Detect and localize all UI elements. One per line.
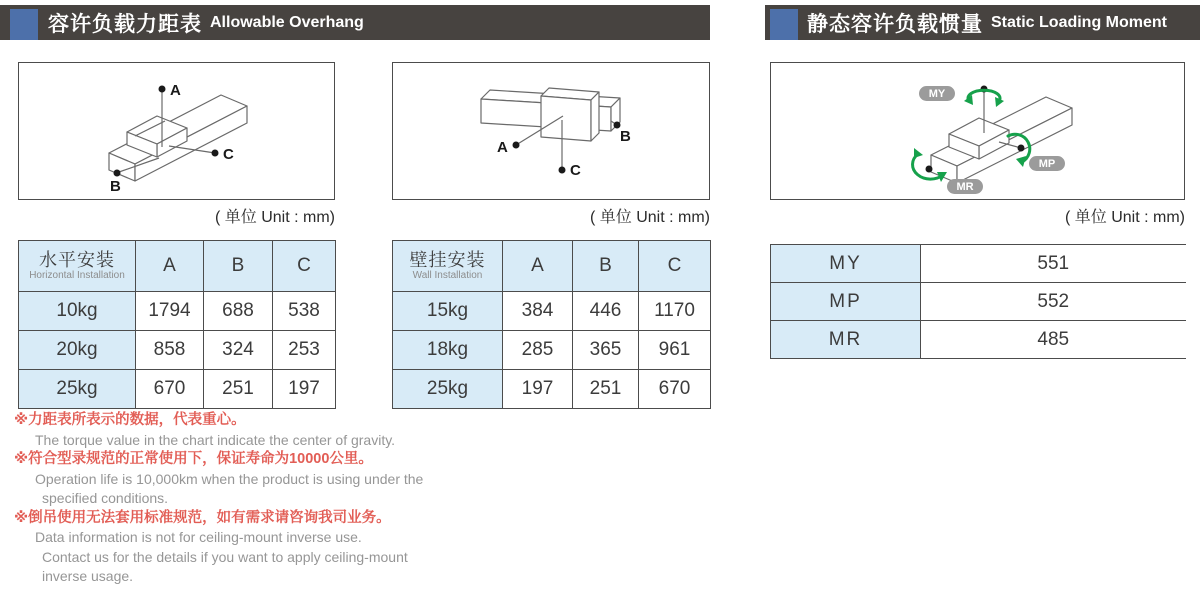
point-c-dot [212, 150, 219, 157]
table-row [393, 292, 711, 331]
moment-value-cell: 552 [921, 283, 1186, 321]
point-b-label: B [620, 128, 631, 145]
header-zh: 壁挂安装 [409, 250, 486, 270]
value-cell: 197 [273, 370, 336, 409]
note-en: The torque value in the chart indicate the center of gravity. [35, 431, 396, 448]
accent-square-icon [10, 9, 38, 40]
value-cell: 251 [204, 370, 273, 409]
value-cell: 670 [136, 370, 204, 409]
load-cell: 20kg [19, 331, 136, 370]
point-c-label: C [570, 162, 581, 179]
column-header-b: B [573, 241, 639, 292]
point-b-dot [114, 170, 121, 177]
unit-label: ( 单位 Unit : mm) [1065, 209, 1185, 226]
value-cell: 384 [503, 292, 573, 331]
horizontal-rail-drawing [19, 63, 333, 198]
load-cell: 25kg [19, 370, 136, 409]
table-header-row [19, 241, 336, 292]
load-cell: 10kg [19, 292, 136, 331]
point-b-label: B [110, 178, 121, 195]
value-cell: 251 [573, 370, 639, 409]
header-zh: 水平安装 [39, 250, 115, 270]
note-en: Contact us for the details if you want to apply ceiling-mount [42, 548, 408, 565]
note-en: inverse usage. [42, 568, 134, 584]
table-row [19, 292, 336, 331]
value-cell: 1794 [136, 292, 204, 331]
note-zh: ※符合型录规范的正常使用下，保证寿命为10000公里。 [14, 451, 373, 467]
footnotes [14, 411, 534, 587]
load-cell: 25kg [393, 370, 503, 409]
accent-square-icon [770, 9, 798, 40]
diagram-horizontal-installation [18, 62, 335, 200]
column-header-c: C [273, 241, 336, 292]
mr-badge-label: MR [956, 181, 974, 193]
table-row [771, 321, 1186, 359]
column-header-c: C [639, 241, 711, 292]
section-header-static-loading-moment [765, 5, 1200, 40]
static-moment-table [770, 244, 1186, 359]
column-header-b: B [204, 241, 273, 292]
moment-label-cell: MR [771, 321, 921, 359]
column-header-a: A [136, 241, 204, 292]
unit-label: ( 单位 Unit : mm) [215, 209, 335, 226]
moment-value-cell: 485 [921, 321, 1186, 359]
section-title-en: Static Loading Moment [991, 13, 1167, 31]
point-c-dot [559, 167, 566, 174]
value-cell: 538 [273, 292, 336, 331]
value-cell: 197 [503, 370, 573, 409]
point-a-dot [513, 142, 520, 149]
section-title-en: Allowable Overhang [210, 13, 364, 31]
point-a-label: A [170, 82, 181, 99]
note-en: Data information is not for ceiling-mount inverse use. [35, 529, 362, 545]
column-header-a: A [503, 241, 573, 292]
moment-value-cell: 551 [921, 245, 1186, 283]
wall-rail-drawing [393, 63, 708, 198]
point-a-dot [159, 86, 166, 93]
point-a-label: A [497, 139, 508, 156]
note-en: Operation life is 10,000km when the product is using under the [35, 470, 424, 487]
note-en: specified conditions. [42, 490, 169, 506]
table-header-cell [19, 241, 136, 292]
horizontal-installation-table [18, 240, 336, 409]
table-row [19, 331, 336, 370]
value-cell: 253 [273, 331, 336, 370]
value-cell: 688 [204, 292, 273, 331]
note-zh: ※倒吊使用无法套用标准规范，如有需求请咨询我司业务。 [14, 509, 391, 526]
wall-installation-table [392, 240, 711, 409]
load-cell: 15kg [393, 292, 503, 331]
value-cell: 670 [639, 370, 711, 409]
table-row [393, 370, 711, 409]
my-badge-label: MY [928, 88, 946, 100]
section-title-zh: 容许负载力距表 [48, 12, 202, 36]
moment-label-cell: MP [771, 283, 921, 321]
table-row [771, 245, 1186, 283]
mp-badge-label: MP [1038, 158, 1056, 170]
value-cell: 324 [204, 331, 273, 370]
section-header-allowable-overhang [0, 5, 710, 40]
value-cell: 285 [503, 331, 573, 370]
table-header-cell [393, 241, 503, 292]
diagram-static-loading-moment [770, 62, 1185, 200]
value-cell: 1170 [639, 292, 711, 331]
unit-label: ( 单位 Unit : mm) [590, 209, 710, 226]
table-row [771, 283, 1186, 321]
value-cell: 961 [639, 331, 711, 370]
header-en: Wall Installation [412, 270, 483, 281]
note-zh: ※力距表所表示的数据，代表重心。 [14, 412, 246, 428]
value-cell: 858 [136, 331, 204, 370]
diagram-wall-installation [392, 62, 710, 200]
moment-label-cell: MY [771, 245, 921, 283]
table-row [19, 370, 336, 409]
value-cell: 446 [573, 292, 639, 331]
value-cell: 365 [573, 331, 639, 370]
table-row [393, 331, 711, 370]
table-header-row [393, 241, 711, 292]
point-c-label: C [223, 146, 234, 163]
header-en: Horizontal Installation [29, 270, 125, 281]
moment-rail-drawing [771, 63, 1183, 198]
load-cell: 18kg [393, 331, 503, 370]
mr-axis-dot [926, 166, 933, 173]
section-title-zh: 静态容许负载惯量 [807, 12, 983, 36]
mp-axis-dot [1018, 145, 1025, 152]
